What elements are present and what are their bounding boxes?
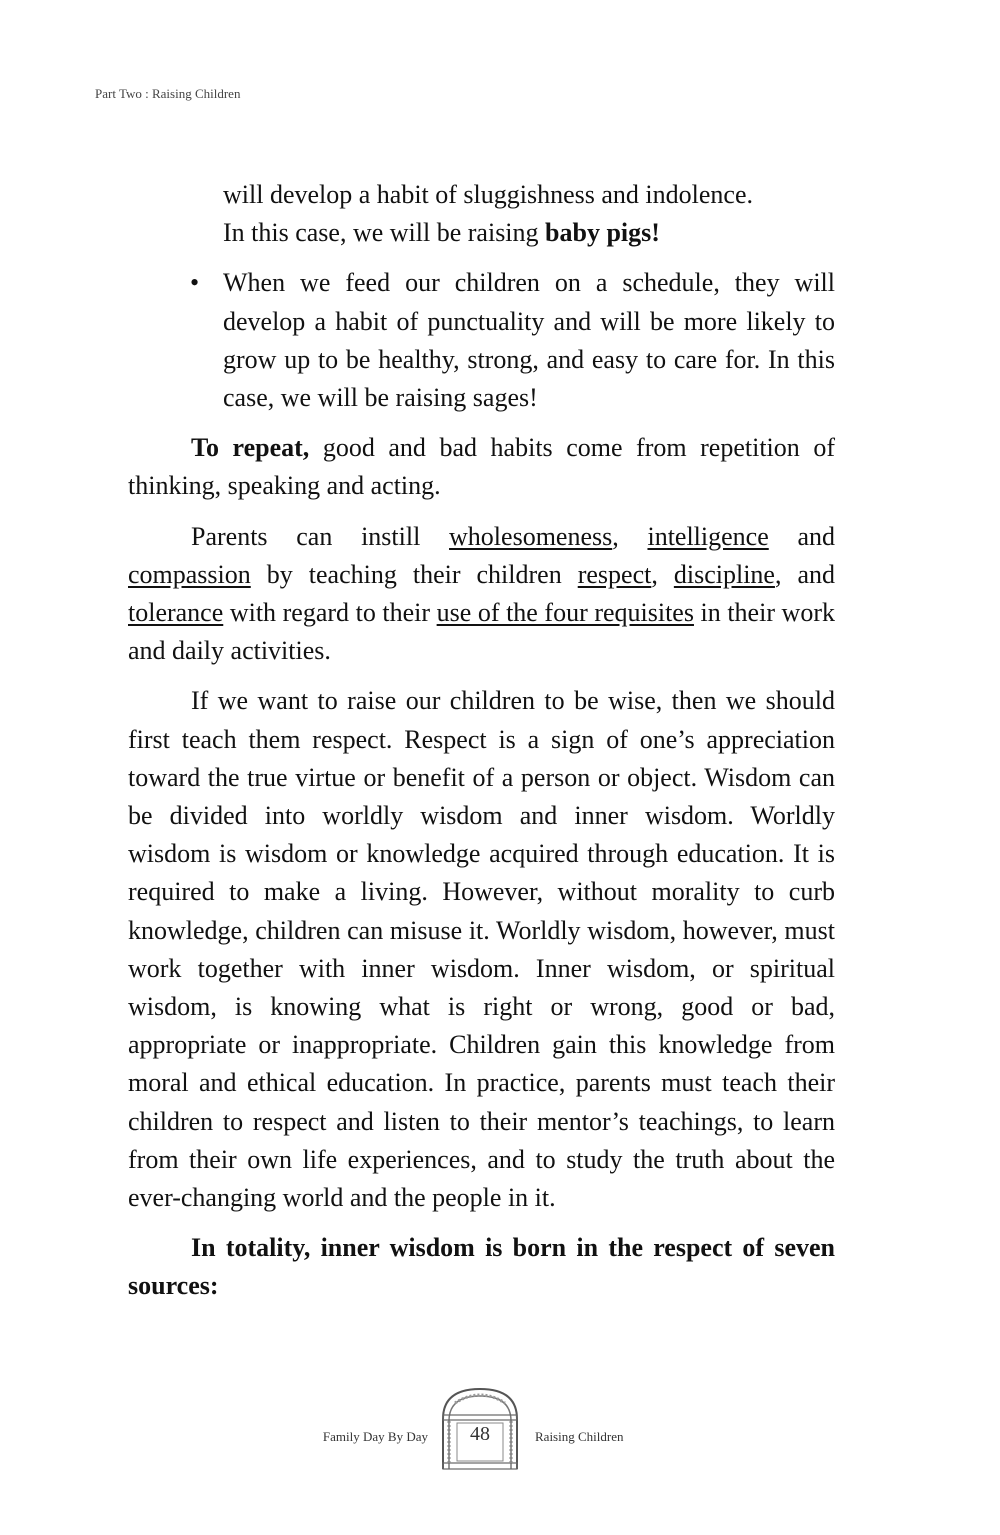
p2-text-2: , bbox=[612, 521, 648, 551]
wholesomeness-underlined: wholesomeness bbox=[449, 521, 613, 551]
p2-text-8: in their work and daily activities. bbox=[128, 598, 835, 666]
paragraph-wisdom: If we want to raise our children to be wise, then we should first teach them respect. Respect is a sign of one’s appreciation toward the true virtue or benefit of a person or object. Wisdom can be divided into worldly wisdom and inner wisdom. Worldly wisdom is wisdom or knowledge acquired through education. It is required to make a living. However, without morality to curb knowledge, children can misuse it. Worldly wisdom, however, must work together with inner wisdom. Inner wisdom, or spiritual wisdom, is knowing what is right or wrong, good or bad, appropriate or inappropriate. Children gain this knowledge from moral and ethical education. In practice, parents must teach their children to respect and listen to their mentor’s teachings, to learn from their own life experiences, and to study the truth about the ever-changing world and the people in it. bbox=[128, 686, 835, 1213]
to-repeat-bold: To repeat, bbox=[191, 433, 310, 463]
compassion-underlined: compassion bbox=[128, 559, 251, 589]
to-repeat-text: good and bad habits come from repetition of thinking, speaking and acting. bbox=[128, 433, 835, 501]
bullet-item bbox=[128, 264, 835, 417]
paragraph-parents-instill bbox=[128, 518, 835, 671]
respect-underlined: respect bbox=[577, 559, 652, 589]
p2-text-4: by teaching their children bbox=[250, 559, 578, 589]
page-body bbox=[128, 176, 835, 1318]
footer-book-title: Family Day By Day bbox=[322, 1429, 428, 1444]
running-header: Part Two : Raising Children bbox=[95, 86, 241, 101]
p2-text-6: , and bbox=[774, 559, 836, 589]
four-requisites-underlined: use of the four requisites bbox=[436, 598, 694, 628]
bullet-text: When we feed our children on a schedule, they will develop a habit of punctuality and will be more likely to grow up to be healthy, strong, and easy to care for. In this case, we will be raising sages! bbox=[223, 268, 835, 413]
in-totality-bold: In totality, inner wisdom is born in the respect of seven sources: bbox=[128, 1233, 835, 1301]
p2-text-5: , bbox=[651, 559, 674, 589]
p2-text-1: Parents can instill bbox=[191, 521, 450, 551]
intelligence-underlined: intelligence bbox=[647, 521, 769, 551]
footer-section-title: Raising Children bbox=[535, 1429, 624, 1444]
paragraph-in-totality bbox=[128, 1229, 835, 1305]
baby-pigs-emphasis: baby pigs! bbox=[545, 218, 660, 248]
page-number: 48 bbox=[470, 1423, 490, 1445]
continued-line-2: In this case, we will be raising bbox=[223, 218, 546, 248]
p2-text-3: and bbox=[768, 521, 836, 551]
continued-line-1: will develop a habit of sluggishness and indolence. bbox=[223, 180, 754, 209]
bullet-dot-icon: • bbox=[190, 268, 200, 298]
continued-text bbox=[223, 176, 835, 252]
discipline-underlined: discipline bbox=[673, 559, 775, 589]
tolerance-underlined: tolerance bbox=[128, 598, 224, 628]
page-footer bbox=[0, 1385, 1000, 1475]
paragraph-to-repeat bbox=[128, 429, 835, 505]
p2-text-7: with regard to their bbox=[223, 598, 437, 628]
